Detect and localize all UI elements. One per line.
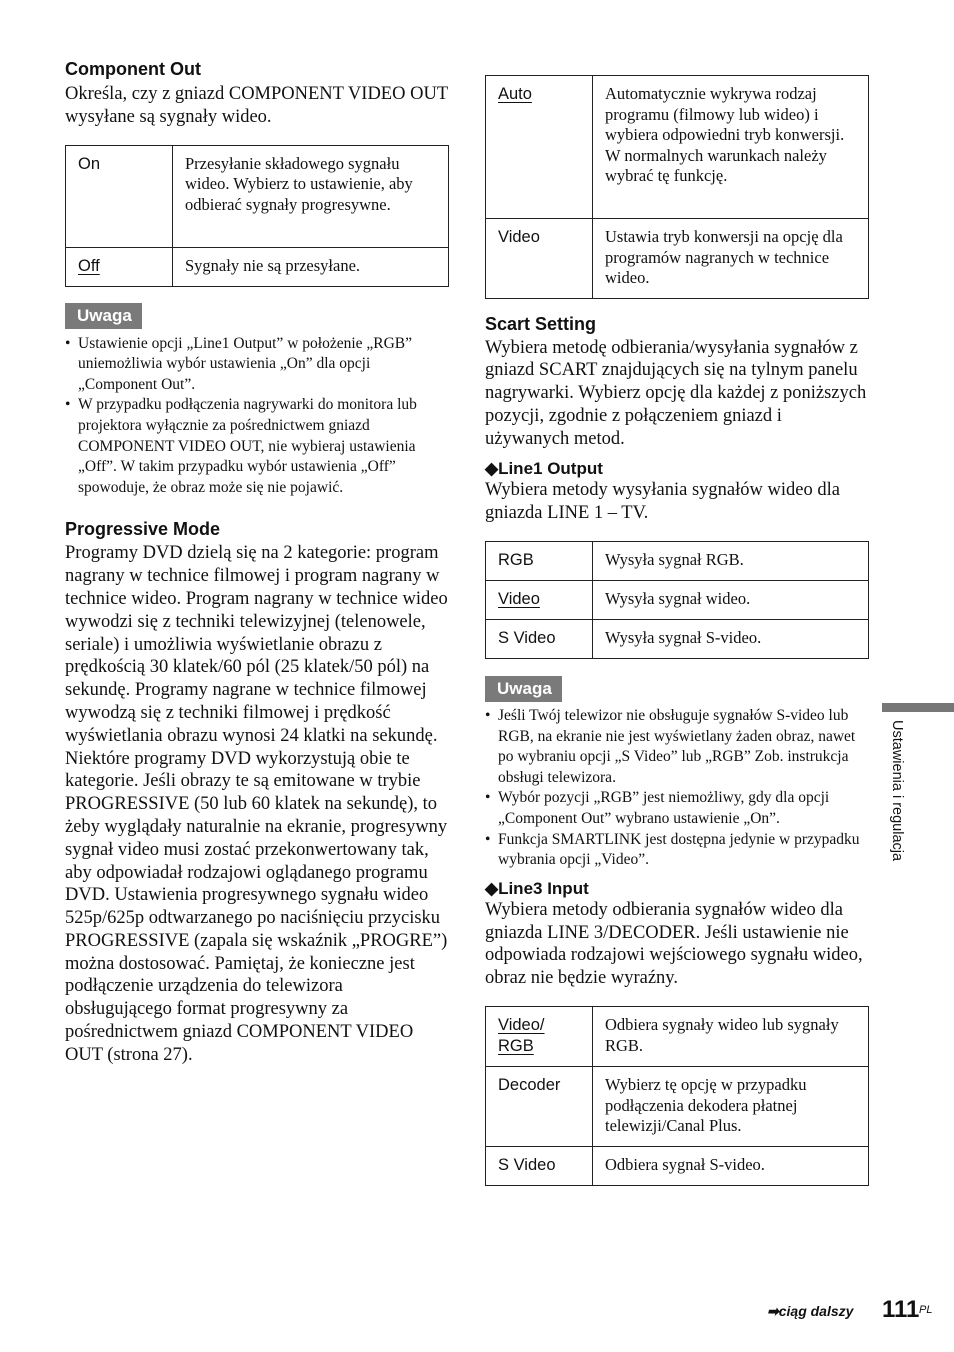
table-row [486, 76, 869, 219]
option-desc: Automatycznie wykrywa rodzaj programu (filmowy lub wideo) i wybiera odpowiedni tryb konwersji. W normalnych warunkach należy wybrać tę funkcję. [593, 76, 869, 219]
option-key [66, 247, 173, 286]
line3-input-table [485, 1006, 869, 1186]
section-tab-label: Ustawienia i regulacja [889, 720, 905, 862]
table-row [486, 542, 869, 581]
note-item: • Jeśli Twój telewizor nie obsługuje sygnałów S-video lub RGB, na ekranie nie jest wyświetlany żaden obraz, nawet po wybraniu opcji „S Video” lub „RGB” Zob. instrukcja obsługi telewizora. [485, 706, 869, 788]
progressive-mode-text: Programy DVD dzielą się na 2 kategorie: program nagrany w technice filmowej i program nagrany w technice wideo. Program nagrany w technice wideo wywodzi się z techniki telewizyjnej (telenowele, seriale) i umożliwia wyświetlanie obrazu z prędkością 30 klatek/60 pól (25 klatek/50 pól) na sekundę. Programy nagrane w technice filmowej wywodzą się z techniki filmowej i prędkość wyświetlania obrazu wynosi 24 klatki na sekundę. Niektóre programy DVD wykorzystują obie te kategorie. Jeśli obrazy te są emitowane w trybie PROGRESSIVE (50 lub 60 klatek na sekundę), to żeby wyglądały naturalnie na ekranie, progresywny sygnał video musi zostać przekonwertowany tak, aby odpowiadał rodzajowi oglądanego programu DVD. Ustawienia progresywnego sygnału wideo 525p/625p odtwarzanego po naciśnięciu przycisku PROGRESSIVE (zapala się wskaźnik „PROGRE”) można dostosować. Pamiętaj, że konieczne jest podłączenie urządzenia do telewizora obsługującego format progresywny za pośrednictwem gniazd COMPONENT VIDEO OUT (strona 27). [65, 543, 448, 1065]
scart-setting-text: Wybiera metodę odbierania/wysyłania sygnałów z gniazd SCART znajdujących się na tylnym panelu nagrywarki. Wybierz opcję dla każdej z poniższych pozycji, zgodnie z połączeniem gniazd i używanych metod. [485, 337, 867, 449]
option-key: RGB [486, 542, 593, 581]
table-row [486, 1007, 869, 1067]
option-desc: Wysyła sygnał S-video. [593, 620, 869, 659]
component-out-intro: Określa, czy z gniazd COMPONENT VIDEO OUT wysyłane są sygnały wideo. [65, 84, 448, 127]
table-row [486, 1067, 869, 1147]
option-key-default: Off [78, 256, 100, 275]
option-key-default: Auto [498, 85, 532, 103]
option-key: Video [486, 219, 593, 299]
continued-label: ➡ciąg dalszy [767, 1303, 854, 1319]
option-desc: Odbiera sygnały wideo lub sygnały RGB. [593, 1007, 869, 1067]
line1-output-text: Wybiera metody wysyłania sygnałów wideo dla gniazda LINE 1 – TV. [485, 480, 840, 524]
option-key-default: Video [498, 590, 540, 609]
right-column [485, 75, 869, 1186]
left-column [65, 58, 449, 1067]
progressive-mode-table [485, 75, 869, 299]
table-row [486, 581, 869, 620]
option-desc: Wysyła sygnał wideo. [593, 581, 869, 620]
note-list [485, 706, 869, 871]
table-row [486, 1146, 869, 1185]
note-list [65, 334, 449, 499]
option-key [486, 1007, 593, 1067]
note-item: • Ustawienie opcji „Line1 Output” w położenie „RGB” uniemożliwia wybór ustawienia „On” dla opcji „Component Out”. [65, 334, 449, 396]
option-key [486, 581, 593, 620]
table-row [66, 247, 449, 286]
progressive-mode-heading: Progressive Mode [65, 519, 221, 540]
note-label: Uwaga [485, 676, 562, 702]
component-out-table [65, 145, 449, 287]
option-key: On [66, 145, 173, 247]
option-key: S Video [486, 1146, 593, 1185]
table-row [66, 145, 449, 247]
line3-input-text: Wybiera metody odbierania sygnałów wideo dla gniazda LINE 3/DECODER. Jeśli ustawienie nie odpowiada rodzajowi wejściowego sygnału wideo, obraz nie będzie wyraźny. [485, 899, 863, 989]
option-desc: Przesyłanie składowego sygnału wideo. Wybierz to ustawienie, aby odbierać sygnały progresywne. [173, 145, 449, 247]
option-key-default: Video/ [498, 1016, 545, 1035]
note-label: Uwaga [65, 303, 142, 329]
page-language-suffix: PL [919, 1304, 933, 1316]
option-key: S Video [486, 620, 593, 659]
option-key: Decoder [486, 1067, 593, 1147]
option-desc: Odbiera sygnał S-video. [593, 1146, 869, 1185]
section-tab-bar [882, 703, 954, 712]
table-row [486, 219, 869, 299]
option-desc: Sygnały nie są przesyłane. [173, 247, 449, 286]
note-item: • W przypadku podłączenia nagrywarki do monitora lub projektora wyłącznie za pośrednictwem gniazd COMPONENT VIDEO OUT, nie wybieraj ustawienia „Off”. W takim przypadku wybór ustawienia „Off” spowoduje, że obraz może się nie pojawić. [65, 395, 449, 498]
note-block [485, 676, 869, 871]
table-row [486, 620, 869, 659]
page-number: 111 [882, 1296, 920, 1323]
line1-output-heading: ◆Line1 Output [485, 459, 603, 479]
option-desc: Wysyła sygnał RGB. [593, 542, 869, 581]
scart-setting-heading: Scart Setting [485, 313, 597, 334]
option-desc: Wybierz tę opcję w przypadku podłączenia dekodera płatnej telewizji/Canal Plus. [593, 1067, 869, 1147]
note-item: • Wybór pozycji „RGB” jest niemożliwy, gdy dla opcji „Component Out” wybrano ustawienie „On”. [485, 788, 869, 829]
option-key [486, 76, 593, 219]
option-desc: Ustawia tryb konwersji na opcję dla programów nagranych w technice wideo. [593, 219, 869, 299]
line3-input-heading: ◆Line3 Input [485, 878, 589, 898]
note-item: • Funkcja SMARTLINK jest dostępna jedynie w przypadku wybrania opcji „Video”. [485, 830, 869, 871]
component-out-heading: Component Out [65, 59, 201, 79]
line1-output-table [485, 541, 869, 659]
note-block [65, 303, 449, 499]
option-key-default: RGB [498, 1037, 534, 1056]
